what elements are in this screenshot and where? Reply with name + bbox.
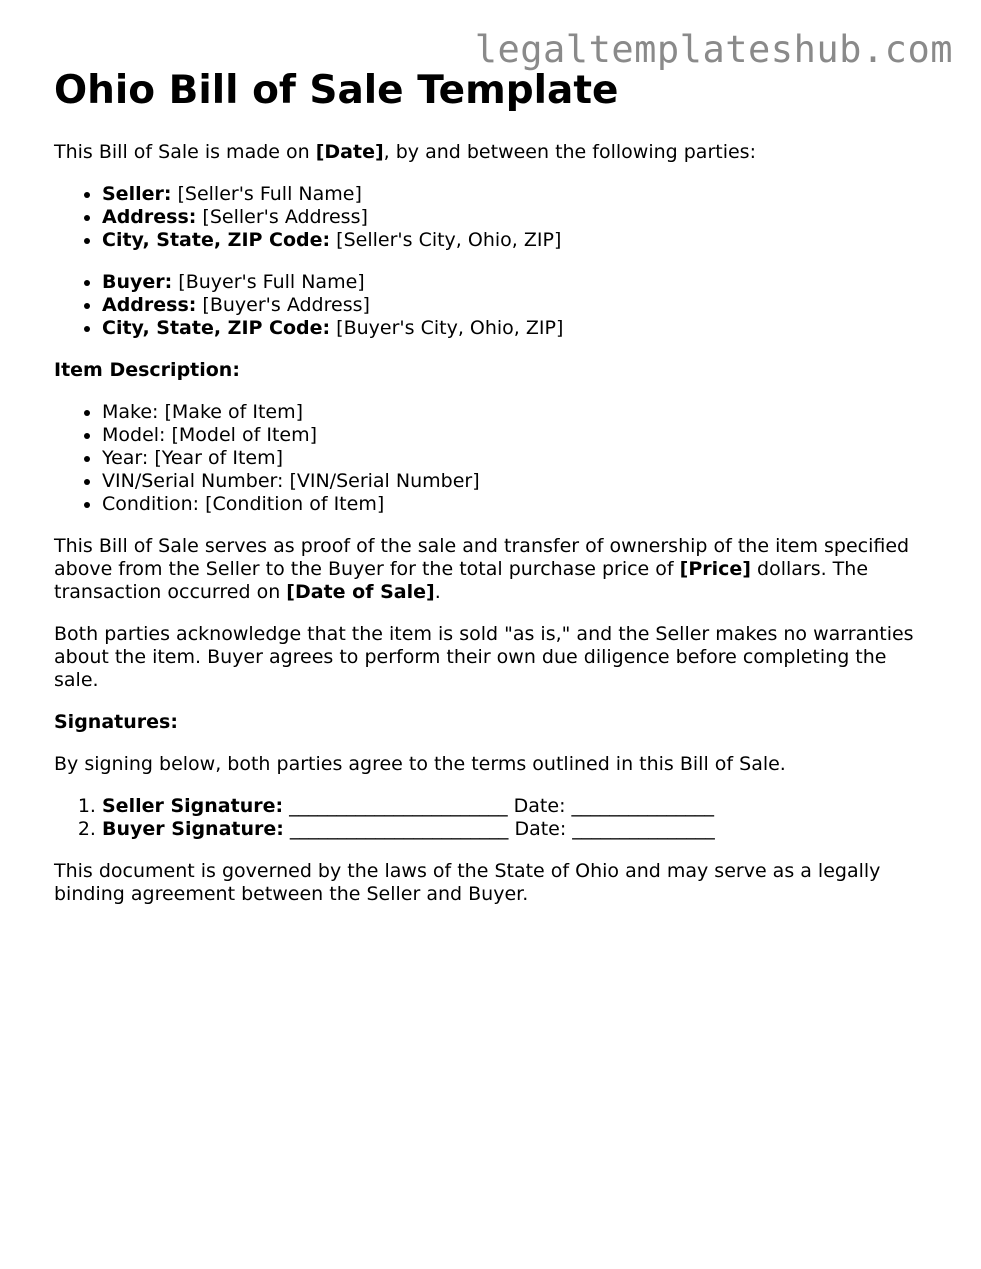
as-is-paragraph: Both parties acknowledge that the item is sold "as is," and the Seller makes no warranties about the item. Buyer agrees to perform their own due diligence before completing the sale. — [54, 622, 914, 691]
list-value: [Seller's Address] — [196, 205, 368, 228]
signature-list — [54, 795, 934, 841]
item-year: • Year: [Year of Item] — [102, 447, 934, 470]
list-value: [Buyer's Address] — [196, 293, 370, 316]
list-value: [Buyer's City, Ohio, ZIP] — [330, 316, 564, 339]
signature-blanks: _______________________ Date: _______________ — [283, 794, 715, 817]
intro-suffix: , by and between the following parties: — [383, 140, 756, 163]
seller-city-item — [102, 229, 934, 252]
seller-address-item — [102, 206, 934, 229]
buyer-city-item — [102, 317, 934, 340]
heading-text: Signatures: — [54, 710, 178, 733]
list-value: [Seller's City, Ohio, ZIP] — [330, 228, 562, 251]
item-model: • Model: [Model of Item] — [102, 424, 934, 447]
list-label: Address: — [102, 205, 197, 228]
signature-label: Seller Signature: — [102, 794, 284, 817]
buyer-name-item — [102, 271, 934, 294]
date-of-sale-placeholder: [Date of Sale] — [286, 580, 435, 603]
buyer-address-item — [102, 294, 934, 317]
proof-text-1: This Bill of Sale serves as proof of the sale and transfer of ownership of the item specified above from the Seller to the Buyer for the total purchase price of — [54, 534, 910, 580]
intro-date-placeholder: [Date] — [315, 140, 384, 163]
document-title: Ohio Bill of Sale Template — [54, 68, 619, 113]
list-label: Buyer: — [102, 270, 173, 293]
list-label: Seller: — [102, 182, 172, 205]
buyer-signature-line — [102, 818, 934, 841]
list-value: [Seller's Full Name] — [171, 182, 362, 205]
seller-list — [54, 183, 934, 252]
buyer-list — [54, 271, 934, 340]
watermark: legaltemplateshub.com — [474, 28, 953, 71]
list-label: City, State, ZIP Code: — [102, 228, 331, 251]
item-condition: • Condition: [Condition of Item] — [102, 493, 934, 516]
governing-law-paragraph: This document is governed by the laws of the State of Ohio and may serve as a legally binding agreement between the Seller and Buyer. — [54, 859, 881, 905]
seller-signature-line — [102, 795, 934, 818]
item-description-heading — [54, 359, 934, 382]
proof-paragraph — [54, 535, 934, 604]
proof-text-3: . — [434, 580, 441, 603]
signatures-intro: By signing below, both parties agree to the terms outlined in this Bill of Sale. — [54, 752, 786, 775]
item-make: • Make: [Make of Item] — [102, 401, 934, 424]
proof-text-2: dollars. The transaction occurred on — [54, 557, 869, 603]
item-list — [54, 401, 934, 516]
seller-name-item — [102, 183, 934, 206]
signatures-heading — [54, 711, 934, 734]
intro-paragraph — [54, 141, 934, 164]
item-vin: • VIN/Serial Number: [VIN/Serial Number] — [102, 470, 934, 493]
document-body — [54, 68, 934, 925]
list-label: City, State, ZIP Code: — [102, 316, 331, 339]
heading-text: Item Description: — [54, 358, 240, 381]
list-value: [Buyer's Full Name] — [172, 270, 365, 293]
list-label: Address: — [102, 293, 197, 316]
signature-label: Buyer Signature: — [102, 817, 284, 840]
price-placeholder: [Price] — [679, 557, 751, 580]
intro-prefix: This Bill of Sale is made on — [54, 140, 316, 163]
signature-blanks: _______________________ Date: _______________ — [283, 817, 715, 840]
